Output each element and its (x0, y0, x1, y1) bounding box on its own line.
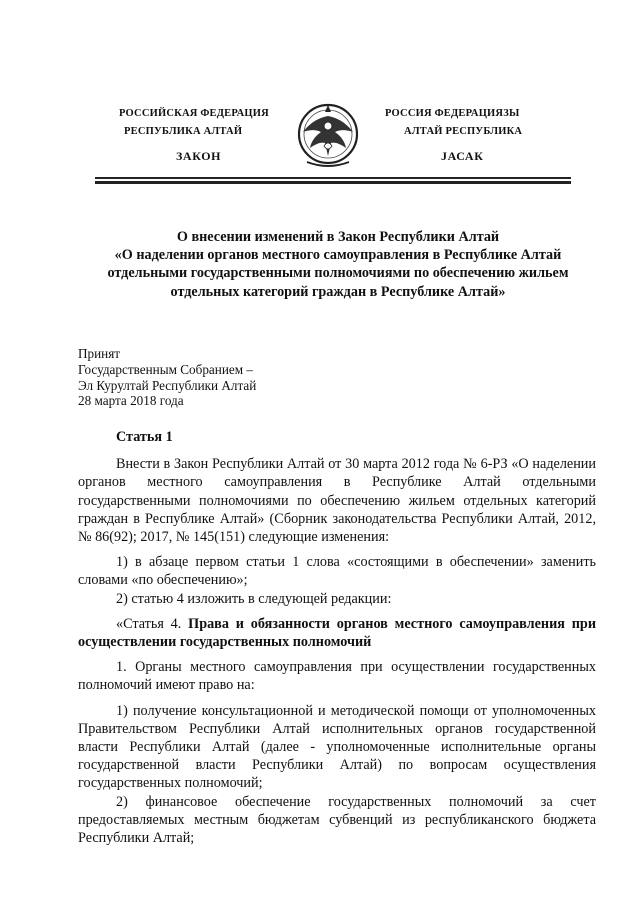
law-title-line: отдельными государственными полномочиями по обеспечению жильем (107, 265, 569, 282)
quoted-article-number: «Статья 4. (116, 615, 189, 632)
paragraph-1: 1. Органы местного самоуправления при осуществлении государственных полномочий имеют право на: (78, 659, 596, 694)
paragraph-1-item-1: 1) получение консультационной и методической помощи от уполномоченных Правительством Республики Алтай исполнительных органов государственной власти Республики Алтай (далее - уполномоченные исполнительные органы государственной власти Республики Алтай) по вопросам осуществления государственных полномочий; (78, 702, 596, 792)
law-title-line: отдельных категорий граждан в Республике Алтай» (170, 283, 506, 300)
amendment-item-1: 1) в абзаце первом статьи 1 слова «состоящими в обеспечении» заменить словами «по обеспечению»; (78, 554, 596, 589)
article-intro: Внести в Закон Республики Алтай от 30 марта 2012 года № 6-РЗ «О наделении органов местного самоуправления в Республике Алтай отдельными государственными полномочиями по обеспечению жильем отдельных категорий граждан в Республике Алтай» (Сборник законодательства Республики Алтай, 2012, № 86(92); 2017, № 145(151) следующие изменения: (78, 456, 596, 546)
header-right-law: JАСАК (441, 149, 484, 163)
quoted-article-title: Права и обязанности органов местного самоуправления при осуществлении государственных полномочий (78, 615, 596, 651)
law-title-line: «О наделении органов местного самоуправления в Республике Алтай (114, 247, 562, 264)
article-heading: Статья 1 (116, 429, 173, 445)
header-right-republic: АЛТАЙ РЕСПУБЛИКА (404, 126, 523, 137)
amendment-item-2: 2) статью 4 изложить в следующей редакции: (116, 590, 392, 607)
adoption-date: 28 марта 2018 года (78, 393, 184, 409)
header-left-republic: РЕСПУБЛИКА АЛТАЙ (124, 126, 243, 137)
adoption-note (78, 346, 256, 409)
header-left-country: РОССИЙСКАЯ ФЕДЕРАЦИЯ (119, 108, 269, 119)
header-divider-thin (95, 177, 571, 179)
coat-of-arms-emblem-icon (295, 96, 361, 174)
adoption-line: Эл Курултай Республики Алтай (78, 377, 257, 393)
article-body (78, 428, 596, 847)
header-right-country: РОССИЯ ФЕДЕРАЦИЯЗЫ (385, 108, 520, 119)
header-divider-thick (95, 181, 571, 184)
law-title (78, 228, 598, 301)
adoption-line: Государственным Собранием – (78, 361, 253, 377)
adoption-line: Принят (78, 346, 121, 361)
quoted-article-heading (78, 615, 596, 651)
law-title-line: О внесении изменений в Закон Республики Алтай (176, 229, 500, 245)
paragraph-1-item-2: 2) финансовое обеспечение государственных полномочий за счет предоставляемых местным бюджетам субвенций из республиканского бюджета Республики Алтай; (78, 793, 596, 847)
header-left-law: ЗАКОН (176, 149, 222, 163)
